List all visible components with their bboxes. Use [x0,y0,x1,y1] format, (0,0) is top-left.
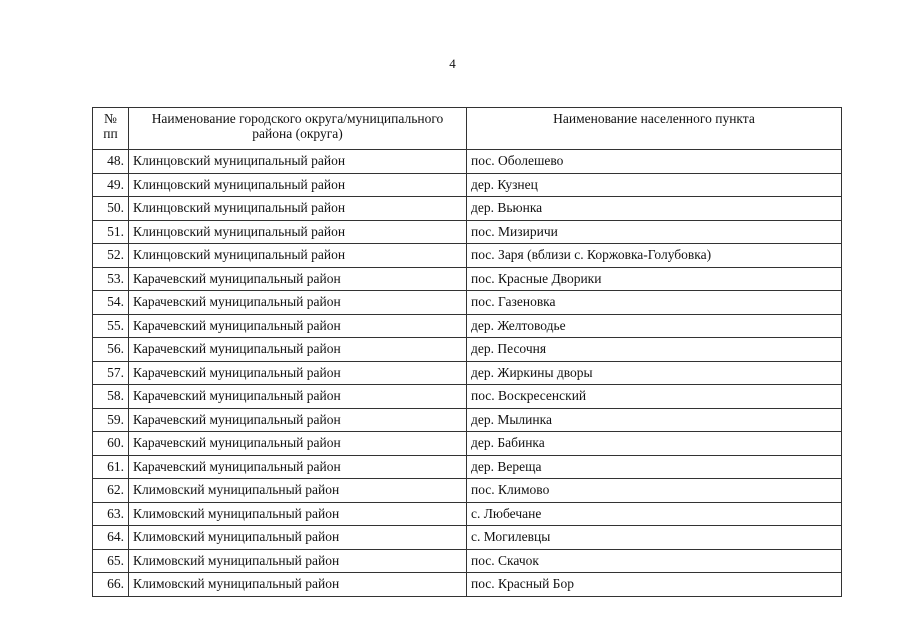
row-settlement: дер. Жиркины дворы [467,361,842,385]
row-district: Климовский муниципальный район [129,479,467,503]
row-settlement: пос. Газеновка [467,291,842,315]
row-district: Карачевский муниципальный район [129,455,467,479]
row-number: 55. [93,314,129,338]
table-body [93,150,842,597]
row-district: Клинцовский муниципальный район [129,220,467,244]
table-row [93,479,842,503]
table-row [93,338,842,362]
row-district: Клинцовский муниципальный район [129,150,467,174]
table-row [93,291,842,315]
row-number: 58. [93,385,129,409]
table-header-row [93,108,842,150]
table-row [93,220,842,244]
row-settlement: дер. Желтоводье [467,314,842,338]
row-number: 59. [93,408,129,432]
row-settlement: дер. Бабинка [467,432,842,456]
table-row [93,173,842,197]
row-district: Карачевский муниципальный район [129,291,467,315]
table-row [93,197,842,221]
table-row [93,573,842,597]
header-settlement: Наименование населенного пункта [467,108,842,150]
row-number: 57. [93,361,129,385]
table-row [93,267,842,291]
row-number: 61. [93,455,129,479]
row-district: Климовский муниципальный район [129,573,467,597]
row-number: 48. [93,150,129,174]
table-row [93,502,842,526]
row-settlement: дер. Песочня [467,338,842,362]
row-settlement: дер. Вьюнка [467,197,842,221]
row-district: Карачевский муниципальный район [129,385,467,409]
row-settlement: дер. Мылинка [467,408,842,432]
page-number: 4 [449,56,456,71]
row-district: Карачевский муниципальный район [129,338,467,362]
row-number: 65. [93,549,129,573]
row-settlement: пос. Мизиричи [467,220,842,244]
row-district: Карачевский муниципальный район [129,432,467,456]
row-settlement: пос. Воскресенский [467,385,842,409]
row-district: Карачевский муниципальный район [129,408,467,432]
row-district: Карачевский муниципальный район [129,314,467,338]
table-row [93,526,842,550]
row-number: 60. [93,432,129,456]
row-number: 54. [93,291,129,315]
row-number: 52. [93,244,129,268]
row-settlement: пос. Красный Бор [467,573,842,597]
row-district: Карачевский муниципальный район [129,361,467,385]
row-district: Клинцовский муниципальный район [129,197,467,221]
table-row [93,455,842,479]
row-number: 51. [93,220,129,244]
table-row [93,314,842,338]
row-settlement: дер. Вереща [467,455,842,479]
table-row [93,385,842,409]
row-number: 53. [93,267,129,291]
row-number: 62. [93,479,129,503]
row-number: 66. [93,573,129,597]
row-district: Климовский муниципальный район [129,502,467,526]
row-settlement: пос. Красные Дворики [467,267,842,291]
row-settlement: с. Могилевцы [467,526,842,550]
row-settlement: пос. Климово [467,479,842,503]
table-row [93,432,842,456]
header-district: Наименование городского округа/муниципального района (округа) [129,108,467,150]
table-row [93,361,842,385]
table-row [93,150,842,174]
row-settlement: пос. Скачок [467,549,842,573]
row-settlement: пос. Заря (вблизи с. Коржовка-Голубовка) [467,244,842,268]
row-district: Климовский муниципальный район [129,549,467,573]
row-district: Клинцовский муниципальный район [129,244,467,268]
row-number: 49. [93,173,129,197]
row-settlement: с. Любечане [467,502,842,526]
table-row [93,549,842,573]
row-settlement: пос. Оболешево [467,150,842,174]
row-number: 63. [93,502,129,526]
row-number: 50. [93,197,129,221]
row-settlement: дер. Кузнец [467,173,842,197]
header-number: № пп [93,108,129,150]
row-district: Клинцовский муниципальный район [129,173,467,197]
row-number: 64. [93,526,129,550]
row-number: 56. [93,338,129,362]
row-district: Карачевский муниципальный район [129,267,467,291]
table-row [93,408,842,432]
settlements-table [92,107,842,597]
table-row [93,244,842,268]
row-district: Климовский муниципальный район [129,526,467,550]
